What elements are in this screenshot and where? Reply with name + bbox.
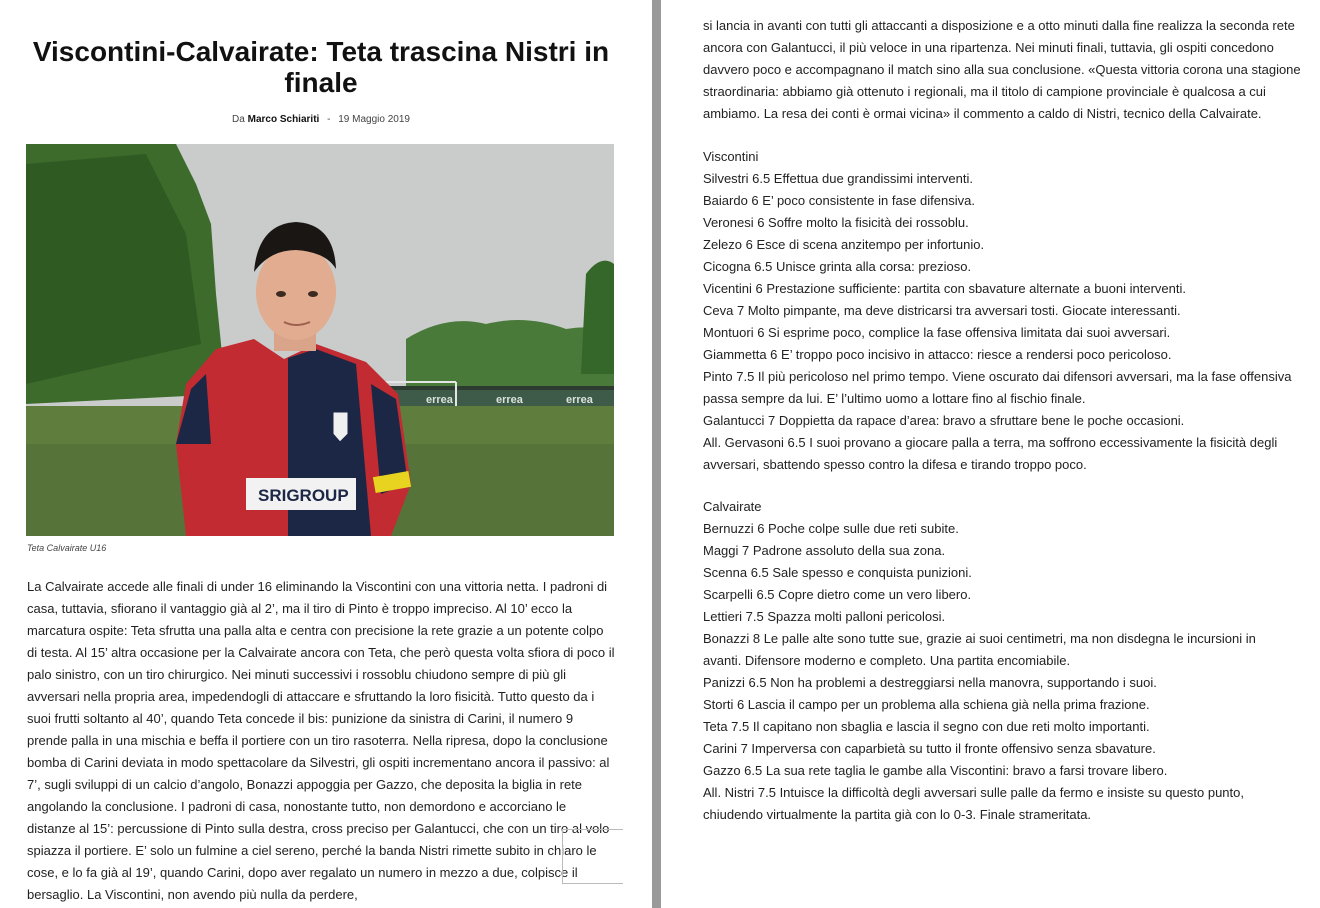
player-rating: Cicogna 6.5 Unisce grinta alla corsa: prezioso.: [703, 259, 972, 274]
player-rating: Carini 7 Imperversa con caparbietà su tutto il fronte offensivo senza sbavature.: [703, 741, 1156, 756]
player-rating: Lettieri 7.5 Spazza molti palloni pericolosi.: [703, 609, 946, 624]
page-divider: [652, 0, 661, 908]
byline-separator: -: [327, 114, 331, 125]
player-rating: Ceva 7 Molto pimpante, ma deve districarsi tra avversari tosti. Giocate interessanti.: [703, 303, 1181, 318]
player-rating: Silvestri 6.5 Effettua due grandissimi interventi.: [703, 171, 974, 186]
player-rating: Storti 6 Lascia il campo per un problema alla schiena già nella prima frazione.: [703, 697, 1150, 712]
continuation-line: straordinaria: abbiamo già ottenuto i regionali, ma il titolo di campione provinciale è qualcosa a cui: [703, 84, 1266, 99]
player-rating: Panizzi 6.5 Non ha problemi a destreggiarsi nella manovra, supportando i suoi.: [703, 675, 1157, 690]
continuation-line: ambiamo. La resa dei conti è ormai vicina» il commento a caldo di Nistri, tecnico della Calvairate.: [703, 106, 1262, 121]
player-rating: Giammetta 6 E’ troppo poco incisivo in attacco: riesce a rendersi poco pericoloso.: [703, 347, 1172, 362]
continuation-line: ancora con Galantucci, il più veloce in una ripartenza. Nei minuti finali, tuttavia, gli ospiti concedono: [703, 40, 1274, 55]
coach-rating: All. Gervasoni 6.5 I suoi provano a giocare palla a terra, ma soffrono eccessivamente la fisicità degli avversari, sbattendo spesso contro la difesa e tirando troppo poco.: [703, 435, 1278, 472]
article-title: Viscontini-Calvairate: Teta trascina Nistri in finale: [32, 36, 610, 98]
player-rating: Gazzo 6.5 La sua rete taglia le gambe alla Viscontini: bravo a farsi trovare libero.: [703, 763, 1168, 778]
board-text-3: errea: [566, 394, 593, 406]
coach-rating: All. Nistri 7.5 Intuisce la difficoltà degli avversari sulle palle da fermo e insiste su questo punto, chiudendo virtualmente la partita già con lo 0-3. Finale strameritata.: [703, 785, 1244, 822]
article-photo: [26, 144, 614, 536]
team-heading: Viscontini: [703, 149, 759, 164]
player-rating: Montuori 6 Si esprime poco, complice la fase offensiva limitata dai suoi avversari.: [703, 325, 1171, 340]
shirt-sponsor: SRIGROUP: [258, 486, 349, 505]
publish-date: 19 Maggio 2019: [338, 114, 410, 125]
article-body: La Calvairate accede alle finali di under 16 eliminando la Viscontini con una vittoria netta. I padroni di casa, tuttavia, sfiorano il vantaggio già al 2’, ma il tiro di Pinto è troppo impreciso. Al 10’ ecco la marcatura ospite: Teta sfrutta una palla alta e centra con precisione la rete grazie a un potente colpo di testa. Al 15’ altra occasione per la Calvairate ancora con Teta, che però questa volta sfiora di poco il palo sinistro, con un tiro chirurgico. Nei minuti successivi i rossoblu chiudono sempre di più gli avversari nella propria area, impedendogli di attaccare e sfruttando la loro fisicità. Tutto questo da i suoi frutti soltanto al 40’, quando Teta concede il bis: punizione da sinistra di Carini, il numero 9 prende palla in una mischia e beffa il portiere con un tiro rasoterra. Nella ripresa, dopo la conclusione bomba di Carini deviata in modo spettacolare da Silvestri, gli ospiti incrementano ancora il passivo: al 7’, sugli sviluppi di un calcio d’angolo, Bonazzi appoggia per Gazzo, che deposita la biglia in rete angolando la conclusione. I padroni di casa, nonostante tutto, non demordono e accorciano le distanze al 15’: percussione di Pinto sulla destra, cross preciso per Galantucci, che con un tiro al volo spiazza il portiere. E’ solo un fulmine a ciel sereno, perché la banda Nistri rimette subito in chiaro le cose, e lo fa già al 19’, quando Carini, dopo aver regalato un numero in mezzo a due, colpisce il bersaglio. La Viscontini, non avendo più nulla da perdere,: [27, 579, 615, 902]
player-rating: Scenna 6.5 Sale spesso e conquista punizioni.: [703, 565, 972, 580]
player-rating: Bonazzi 8 Le palle alte sono tutte sue, grazie ai suoi centimetri, ma non disdegna le incursioni in avanti. Difensore moderno e completo. Una partita encomiabile.: [703, 631, 1256, 668]
selection-box: [562, 829, 623, 884]
board-text-2: errea: [496, 394, 523, 406]
player-rating: Veronesi 6 Soffre molto la fisicità dei rossoblu.: [703, 215, 969, 230]
byline-prefix: Da: [232, 114, 245, 125]
player-rating: Baiardo 6 E’ poco consistente in fase difensiva.: [703, 193, 975, 208]
player-rating: Scarpelli 6.5 Copre dietro come un vero libero.: [703, 587, 972, 602]
viscontini-ratings: [703, 146, 1293, 476]
player-rating: Galantucci 7 Doppietta da rapace d’area: bravo a sfruttare bene le poche occasioni.: [703, 413, 1185, 428]
player-rating: Vicentini 6 Prestazione sufficiente: partita con sbavature alternate a buoni interventi.: [703, 281, 1186, 296]
player-rating: Pinto 7.5 Il più pericoloso nel primo tempo. Viene oscurato dai difensori avversari, ma la fase offensiva passa sempre da lui. E’ l’ultimo uomo a lottare fino al fischio finale.: [703, 369, 1292, 406]
page-left: [0, 0, 652, 908]
board-text: errea: [426, 394, 453, 406]
byline: [26, 113, 616, 127]
image-caption: Teta Calvairate U16: [27, 543, 107, 553]
continuation-line: davvero poco e accompagnano il match sino alla sua conclusione. «Questa vittoria corona una stagione: [703, 62, 1301, 77]
article-continuation: [703, 15, 1301, 125]
team-heading: Calvairate: [703, 499, 762, 514]
player-rating: Teta 7.5 Il capitano non sbaglia e lascia il segno con due reti molto importanti.: [703, 719, 1150, 734]
player-rating: Maggi 7 Padrone assoluto della sua zona.: [703, 543, 946, 558]
continuation-line: si lancia in avanti con tutti gli attaccanti a disposizione e a otto minuti dalla fine realizza la seconda rete: [703, 18, 1295, 33]
calvairate-ratings: [703, 496, 1293, 826]
page-right: [661, 0, 1320, 908]
author-link[interactable]: Marco Schiariti: [247, 114, 320, 125]
player-rating: Bernuzzi 6 Poche colpe sulle due reti subite.: [703, 521, 959, 536]
player-rating: Zelezo 6 Esce di scena anzitempo per infortunio.: [703, 237, 985, 252]
